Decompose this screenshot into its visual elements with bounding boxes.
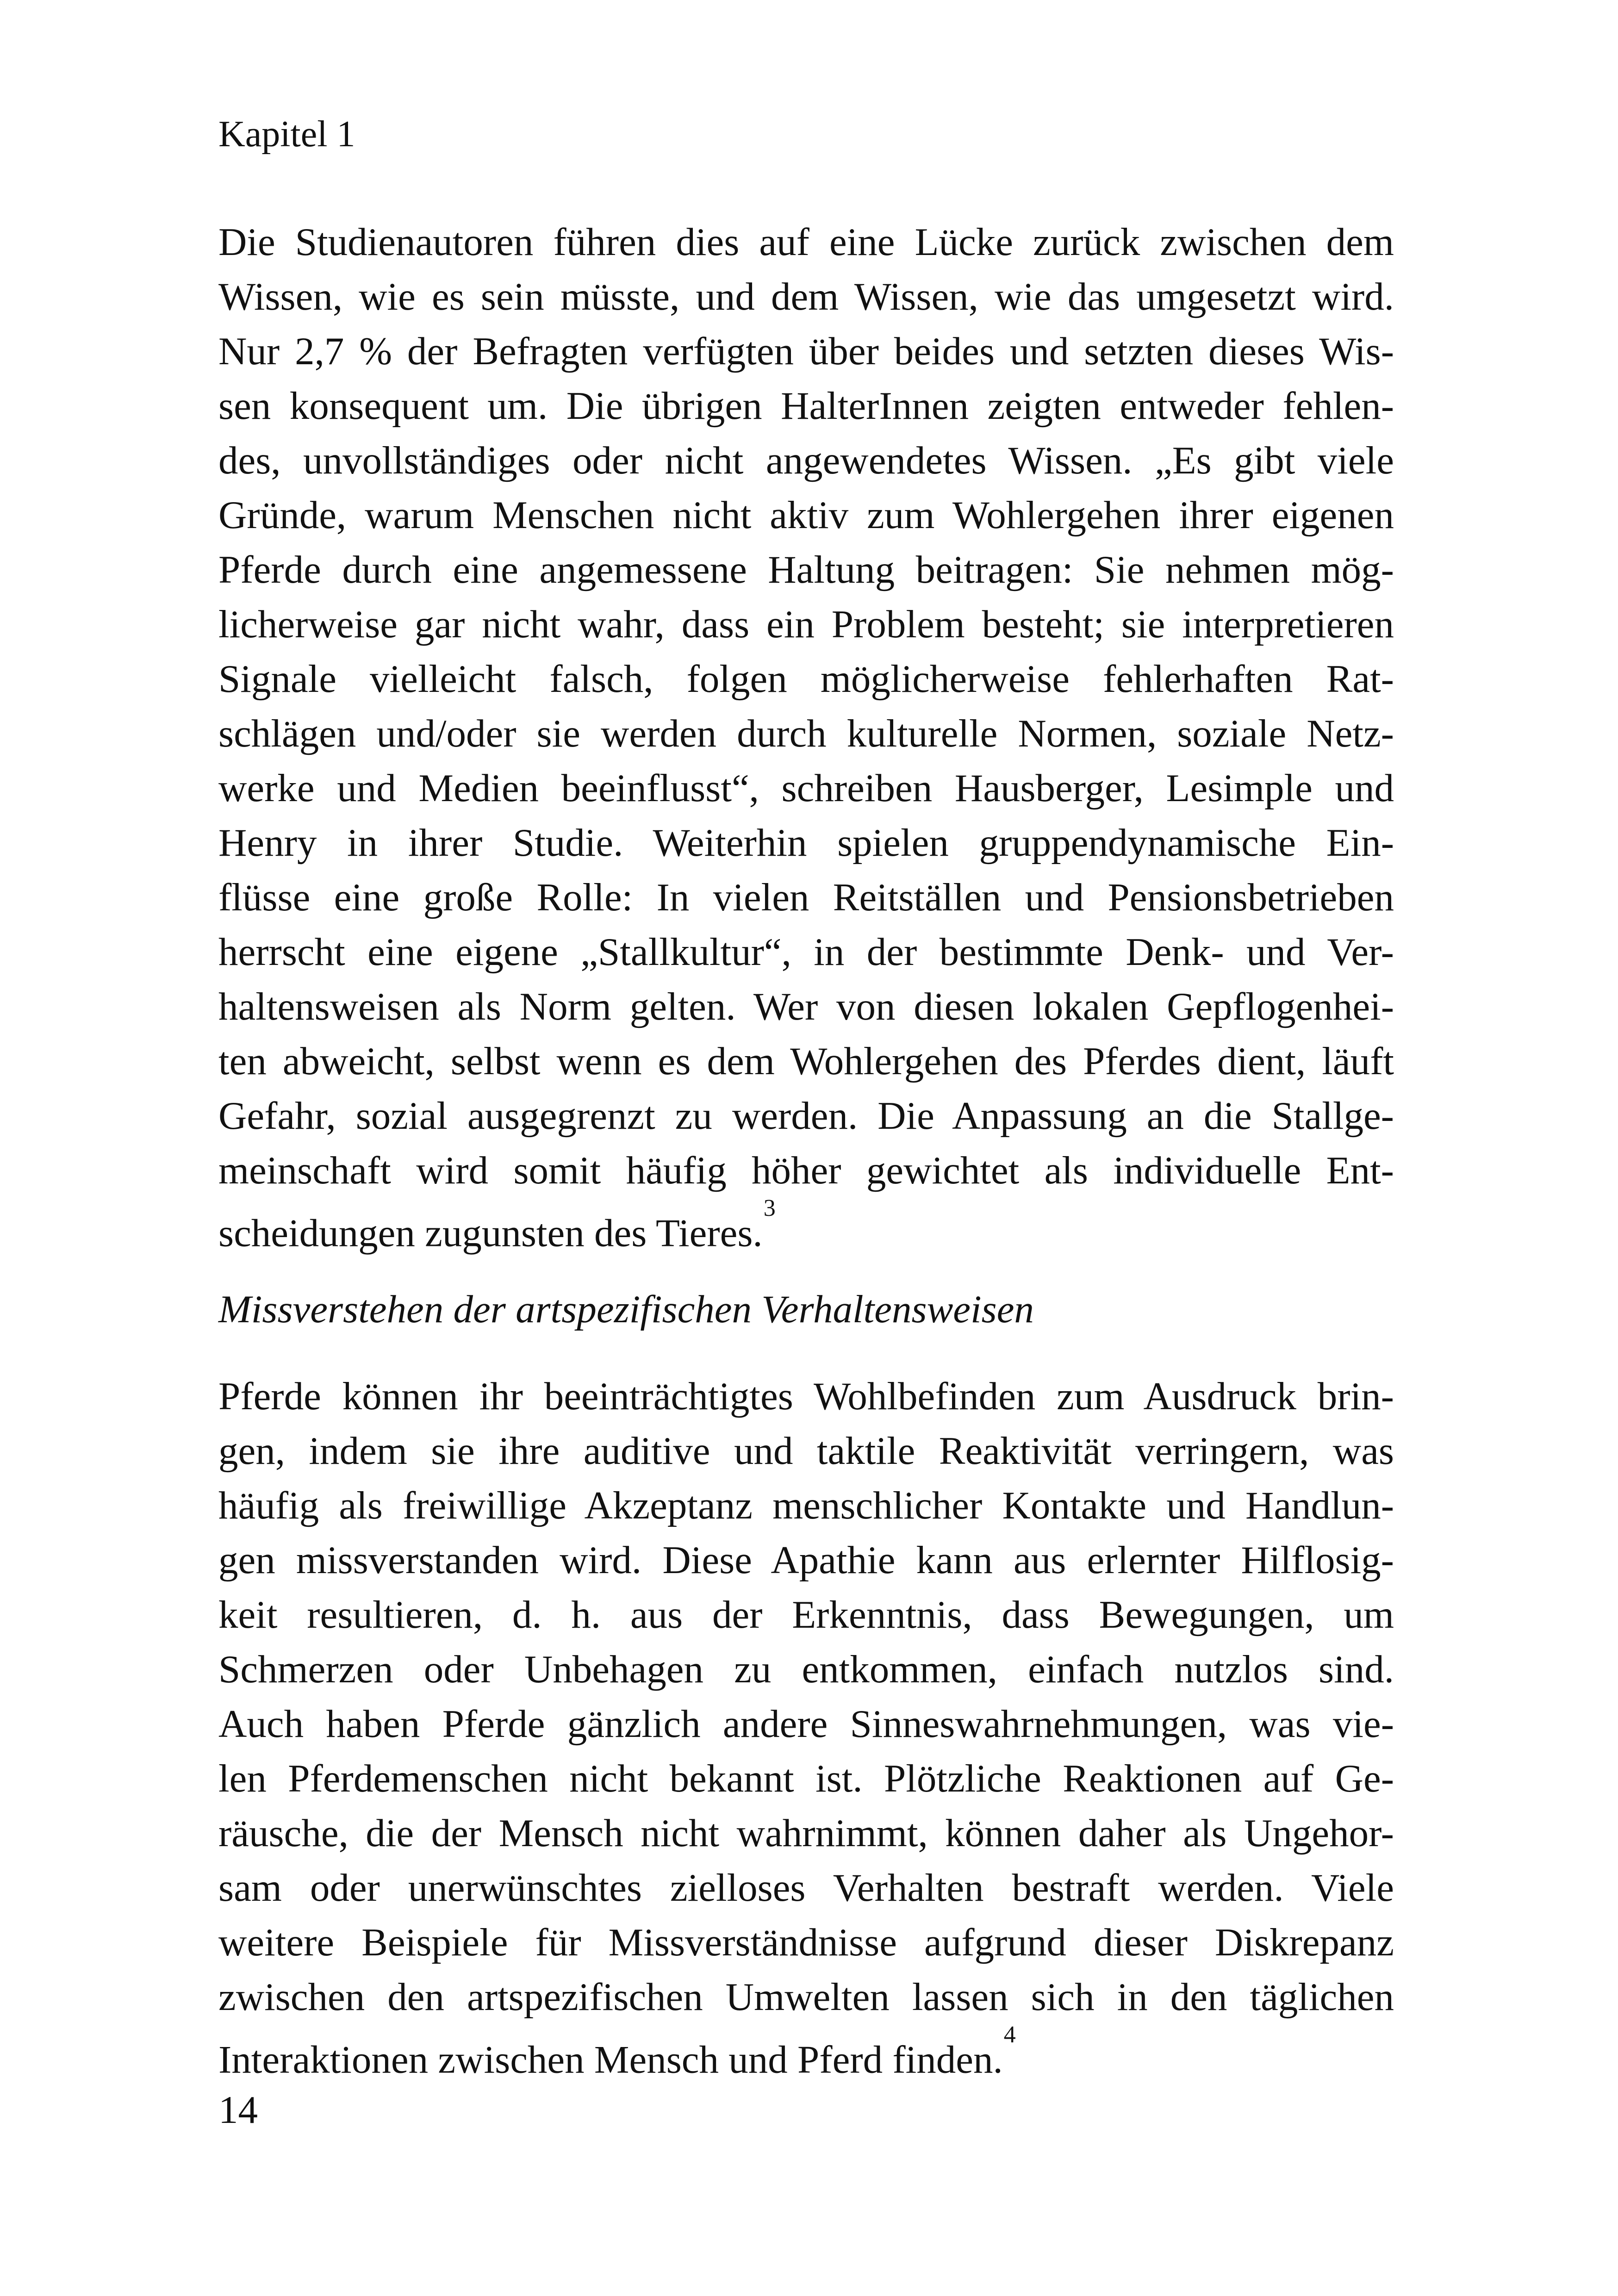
- text-line: Pferde durch eine angemessene Haltung beitragen: Sie nehmen mög-: [218, 548, 1394, 591]
- page-body: [218, 215, 1394, 2082]
- text-line: haltensweisen als Norm gelten. Wer von diesen lokalen Gepflogenhei-: [218, 985, 1394, 1028]
- text-line: [218, 1195, 1394, 1255]
- text-line: Schmerzen oder Unbehagen zu entkommen, einfach nutzlos sind.: [218, 1648, 1394, 1691]
- paragraph-2: [218, 1369, 1394, 2082]
- text-line: Henry in ihrer Studie. Weiterhin spielen gruppendynamische Ein-: [218, 821, 1394, 865]
- text-line: licherweise gar nicht wahr, dass ein Problem besteht; sie interpretieren: [218, 603, 1394, 646]
- text-line: häufig als freiwillige Akzeptanz menschlicher Kontakte und Handlun-: [218, 1484, 1394, 1527]
- text-line: Auch haben Pferde gänzlich andere Sinneswahrnehmungen, was vie-: [218, 1702, 1394, 1746]
- text-line: Gründe, warum Menschen nicht aktiv zum Wohlergehen ihrer eigenen: [218, 493, 1394, 537]
- paragraph-1: [218, 215, 1394, 1255]
- text-line: Wissen, wie es sein müsste, und dem Wissen, wie das umgesetzt wird.: [218, 275, 1394, 318]
- text-line: meinschaft wird somit häufig höher gewichtet als individuelle Ent-: [218, 1149, 1394, 1192]
- text-line: len Pferdemenschen nicht bekannt ist. Plötzliche Reaktionen auf Ge-: [218, 1757, 1394, 1800]
- text-line: weitere Beispiele für Missverständnisse aufgrund dieser Diskrepanz: [218, 1921, 1394, 1964]
- text-line: keit resultieren, d. h. aus der Erkenntnis, dass Bewegungen, um: [218, 1593, 1394, 1636]
- text-line: flüsse eine große Rolle: In vielen Reitställen und Pensionsbetrieben: [218, 876, 1394, 919]
- text-line: Signale vielleicht falsch, folgen möglicherweise fehlerhaften Rat-: [218, 657, 1394, 701]
- text-line: herrscht eine eigene „Stallkultur“, in der bestimmte Denk- und Ver-: [218, 930, 1394, 974]
- text-line: Nur 2,7 % der Befragten verfügten über beides und setzten dieses Wis-: [218, 330, 1394, 373]
- text-line-content: scheidungen zugunsten des Tieres.: [218, 1211, 763, 1255]
- text-line: werke und Medien beeinflusst“, schreiben Hausberger, Lesimple und: [218, 766, 1394, 810]
- text-line: Pferde können ihr beeinträchtigtes Wohlbefinden zum Ausdruck brin-: [218, 1375, 1394, 1418]
- text-line: räusche, die der Mensch nicht wahrnimmt, können daher als Ungehor-: [218, 1811, 1394, 1855]
- text-line-content: Interaktionen zwischen Mensch und Pferd finden.: [218, 2038, 1003, 2082]
- text-line: ten abweicht, selbst wenn es dem Wohlergehen des Pferdes dient, läuft: [218, 1039, 1394, 1083]
- text-line: Die Studienautoren führen dies auf eine Lücke zurück zwischen dem: [218, 220, 1394, 264]
- text-line: [218, 2022, 1394, 2082]
- footnote-reference[interactable]: 3: [763, 1195, 776, 1221]
- text-line: gen, indem sie ihre auditive und taktile Reaktivität verringern, was: [218, 1429, 1394, 1473]
- running-head: Kapitel 1: [218, 114, 355, 155]
- section-subheading: Missverstehen der artspezifischen Verhaltensweisen: [218, 1288, 1034, 1331]
- text-line: sam oder unerwünschtes zielloses Verhalten bestraft werden. Viele: [218, 1866, 1394, 1910]
- text-line: des, unvollständiges oder nicht angewendetes Wissen. „Es gibt viele: [218, 439, 1394, 482]
- text-line: zwischen den artspezifischen Umwelten lassen sich in den täglichen: [218, 1975, 1394, 2019]
- page-number: 14: [218, 2088, 258, 2132]
- text-line: sen konsequent um. Die übrigen HalterInnen zeigten entweder fehlen-: [218, 384, 1394, 428]
- text-line: gen missverstanden wird. Diese Apathie kann aus erlernter Hilflosig-: [218, 1538, 1394, 1582]
- footnote-reference[interactable]: 4: [1003, 2022, 1016, 2048]
- text-line: schlägen und/oder sie werden durch kulturelle Normen, soziale Netz-: [218, 712, 1394, 755]
- text-line: Gefahr, sozial ausgegrenzt zu werden. Die Anpassung an die Stallge-: [218, 1094, 1394, 1138]
